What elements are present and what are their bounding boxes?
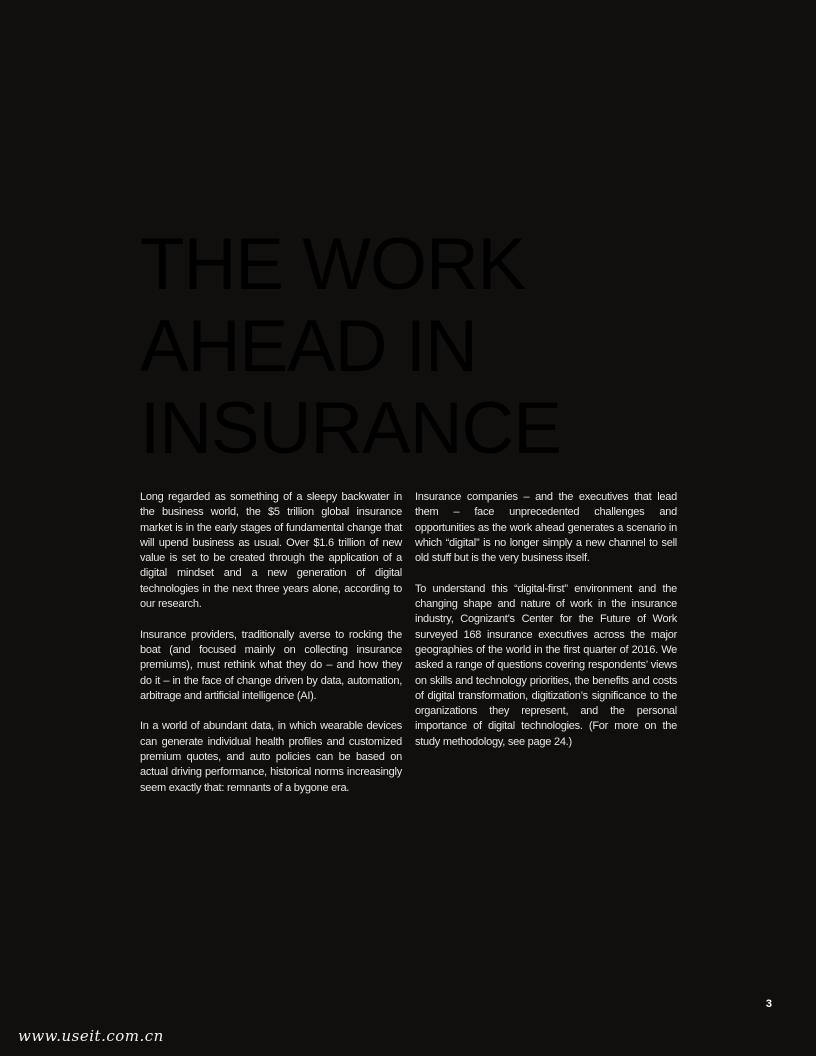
body-paragraph: Insurance companies – and the executives that lead them – face unprecedented challenges and opportunities as the work ahead generates a scenario in which “digital” is no longer simply a new channel to sell old stuff but is the very business itself. [415,491,677,565]
page-title [140,224,700,470]
title-line: THE WORK [140,224,526,305]
body-paragraph: Insurance providers, traditionally averse to rocking the boat (and focused mainly on collecting insurance premiums), must rethink what they do – and how they do it – in the face of change driven by data, automation, arbitrage and artificial intelligence (AI). [140,628,402,702]
title-line: AHEAD IN [140,306,477,387]
left-column [140,490,402,811]
page-number: 3 [765,998,772,1010]
title-line: INSURANCE [140,388,561,469]
watermark-text: www.useit.com.cn [18,1027,164,1045]
body-paragraph: To understand this “digital-first” environment and the changing shape and nature of work in the insurance industry, Cognizant’s Center for the Future of Work surveyed 168 insurance executives across the major geographies of the world in the first quarter of 2016. We asked a range of questions covering respondents’ views on skills and technology priorities, the benefits and costs of digital transformation, digitization’s significance to the organizations they represent, and the personal importance of digital technologies. (For more on the study methodology, see page 24.) [415,582,677,748]
body-paragraph: In a world of abundant data, in which wearable devices can generate individual health profiles and customized premium quotes, and auto policies can be based on actual driving performance, historical norms increasingly seem exactly that: remnants of a bygone era. [140,720,402,794]
body-paragraph: Long regarded as something of a sleepy backwater in the business world, the $5 trillion global insurance market is in the early stages of fundamental change that will upend business as usual. Over $1.6 trillion of new value is set to be created through the application of a digital mindset and a new generation of digital technologies in the next three years alone, according to our research. [140,491,402,611]
right-column [415,490,677,765]
